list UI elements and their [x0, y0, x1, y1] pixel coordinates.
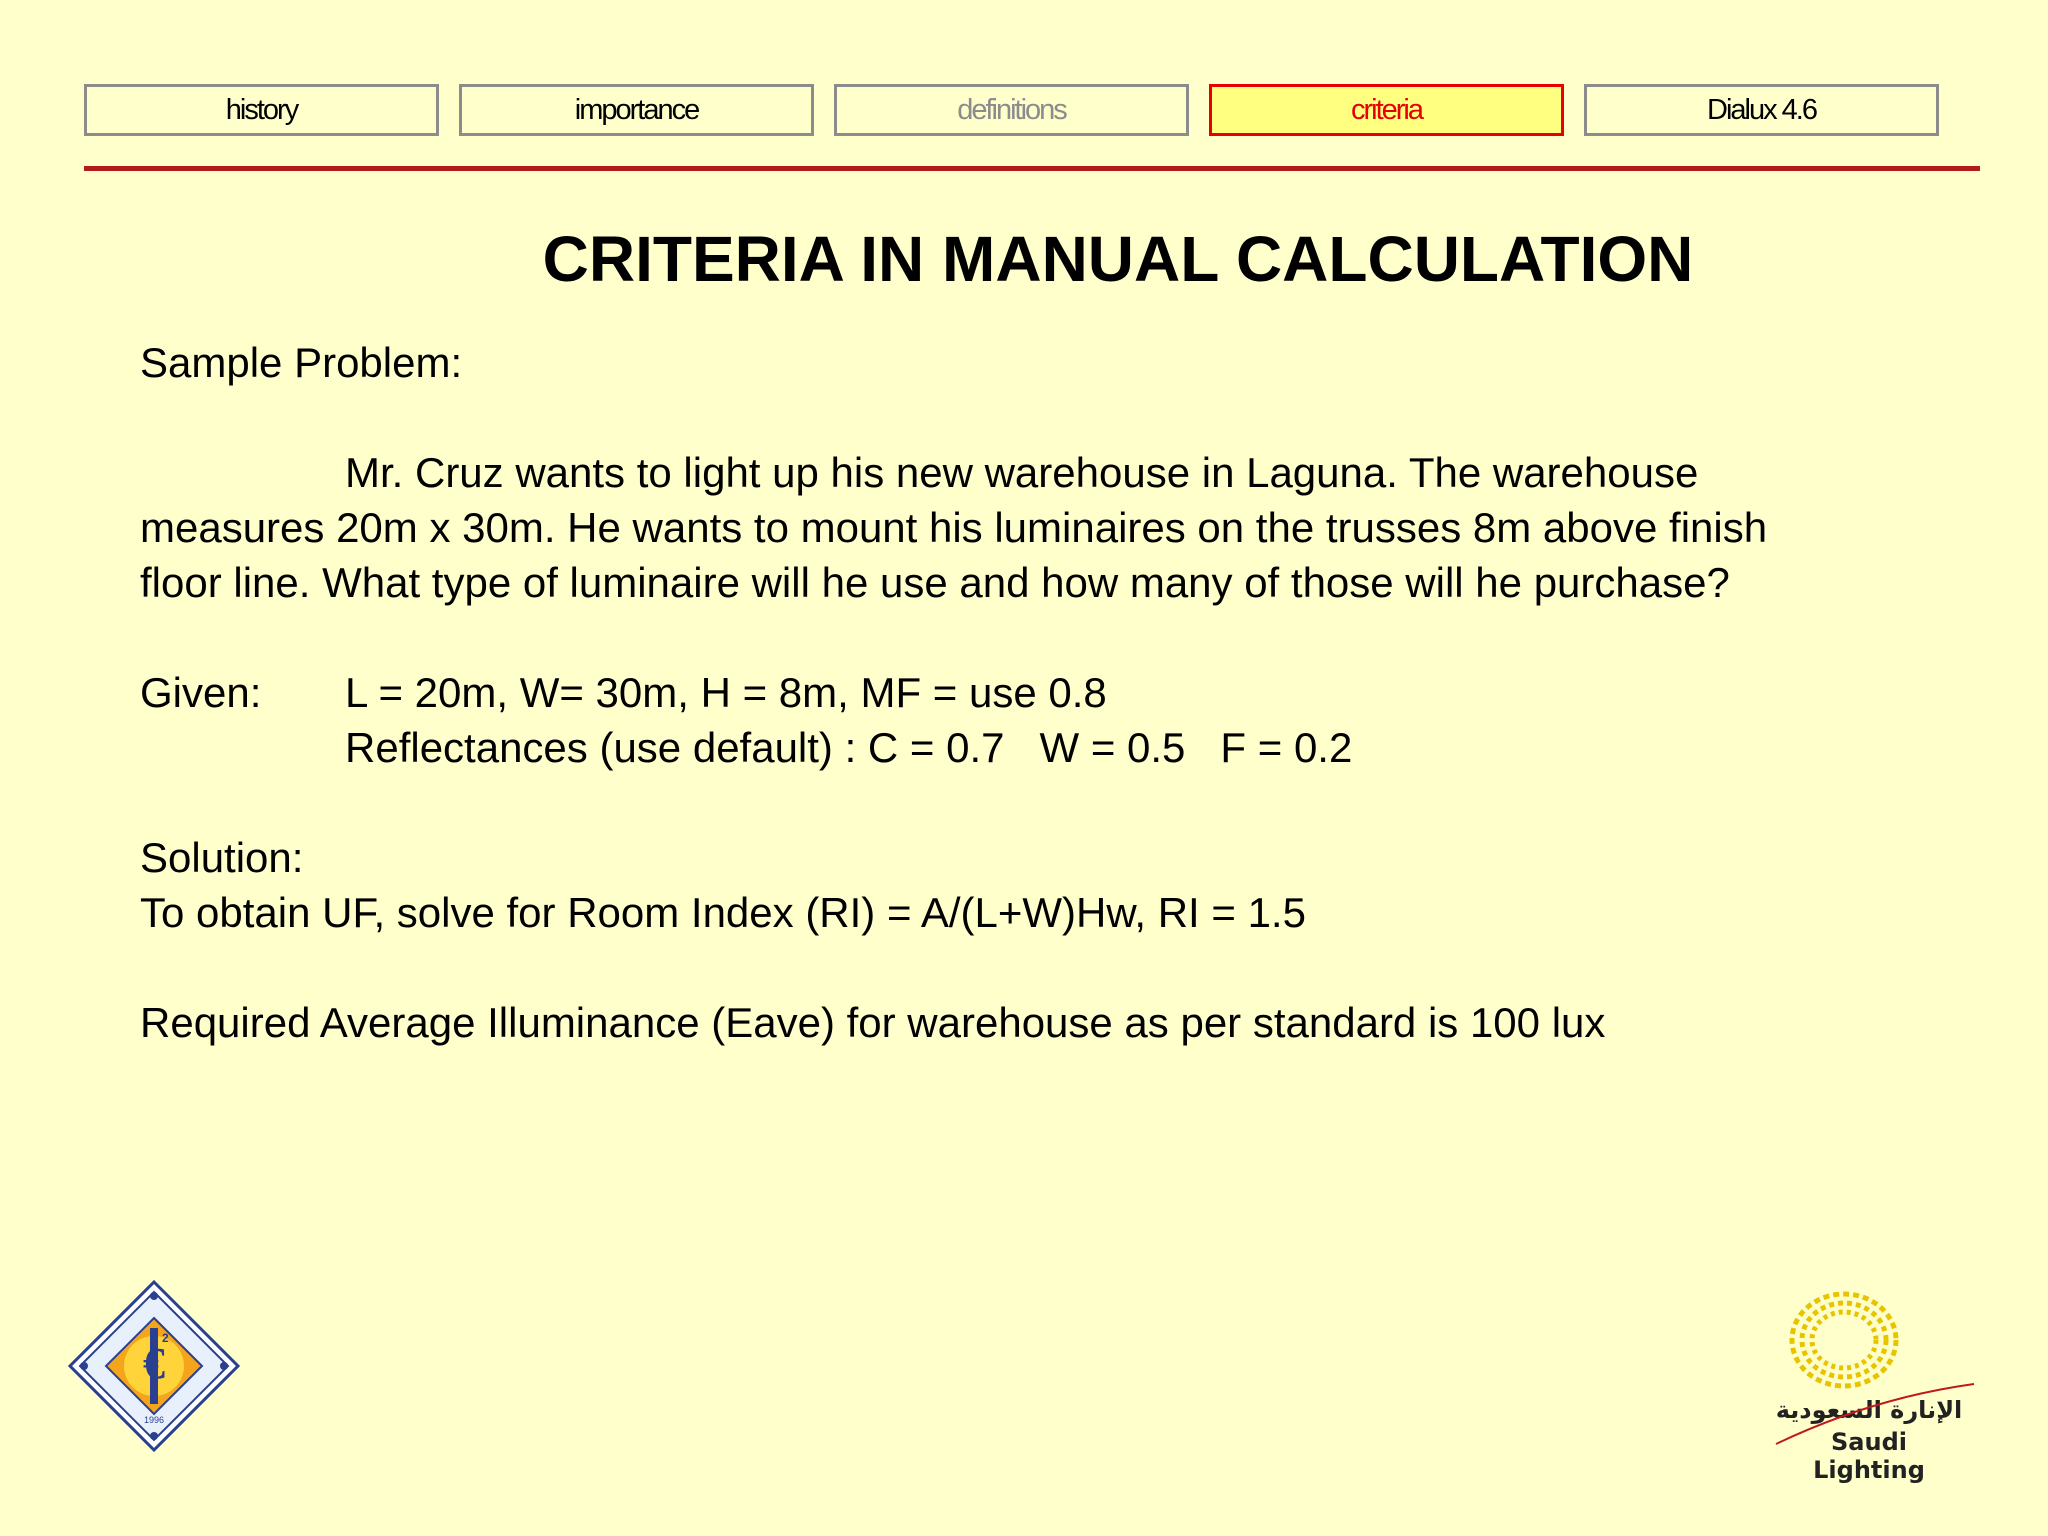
- solution-line-2: Required Average Illuminance (Eave) for warehouse as per standard is 100 lux: [140, 999, 1606, 1046]
- given-line-1: L = 20m, W= 30m, H = 8m, MF = use 0.8: [345, 669, 1107, 716]
- logo-year: 1996: [143, 1415, 165, 1425]
- header-divider: [84, 166, 1980, 171]
- problem-line-2: measures 20m x 30m. He wants to mount his luminaires on the trusses 8m above finish: [140, 504, 1768, 551]
- logo-english-text: Saudi Lighting: [1813, 1428, 1925, 1484]
- slide-body: [140, 335, 1940, 1050]
- problem-text-line: [140, 445, 1940, 500]
- tab-definitions[interactable]: definitions: [834, 84, 1189, 136]
- svg-text:2: 2: [162, 1331, 169, 1345]
- logo-arabic-text: الإنارة السعودية: [1775, 1396, 1963, 1424]
- svg-text:€: €: [143, 1339, 165, 1388]
- given-line-2: Reflectances (use default) : C = 0.7 W = 0.5 F = 0.2: [345, 724, 1353, 771]
- logo-swoosh-icon: [1772, 1378, 1978, 1448]
- sample-problem-label: Sample Problem:: [140, 339, 463, 386]
- tab-criteria[interactable]: criteria: [1209, 84, 1564, 136]
- problem-line-1: Mr. Cruz wants to light up his new warehouse in Laguna. The warehouse: [345, 449, 1699, 496]
- solution-line-1: To obtain UF, solve for Room Index (RI) = A/(L+W)Hw, RI = 1.5: [140, 889, 1306, 936]
- slide-title: CRITERIA IN MANUAL CALCULATION: [542, 223, 1694, 295]
- tab-dialux[interactable]: Dialux 4.6: [1584, 84, 1939, 136]
- problem-line-3: floor line. What type of luminaire will he use and how many of those will he purchase?: [140, 559, 1730, 606]
- tab-importance[interactable]: importance: [459, 84, 814, 136]
- given-row-2: [140, 720, 1940, 775]
- solution-label: Solution:: [140, 834, 304, 881]
- given-label: Given:: [140, 669, 262, 716]
- saudi-lighting-logo: [1772, 1278, 1978, 1484]
- given-row: [140, 665, 1940, 720]
- institute-logo-icon: [66, 1278, 242, 1454]
- tab-history[interactable]: history: [84, 84, 439, 136]
